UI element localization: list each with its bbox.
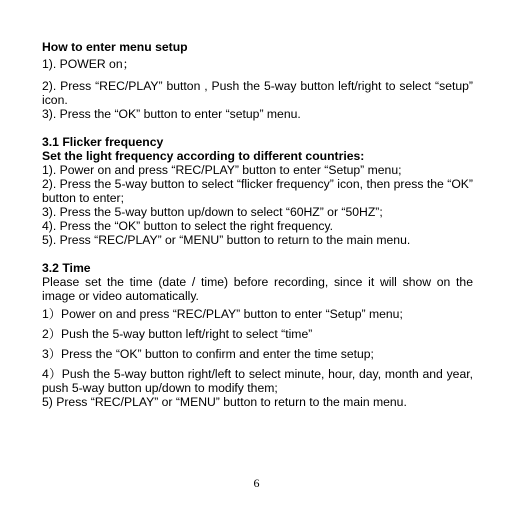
flicker-step-2: 2). Press the 5-way button to select “flicker frequency” icon, then press the “OK” button to enter; — [42, 177, 473, 205]
page-number: 6 — [253, 476, 260, 490]
menu-setup-step-3: 3). Press the “OK” button to enter “setup” menu. — [42, 107, 301, 121]
flicker-step-4: 4). Press the “OK” button to select the right frequency. — [42, 219, 334, 233]
time-heading: 3.2 Time — [42, 261, 91, 275]
time-step-4: 4）Push the 5-way button right/left to select minute, hour, day, month and year, push 5-way button up/down to modify them; — [42, 367, 473, 395]
flicker-step-1: 1). Power on and press “REC/PLAY” button to enter “Setup” menu; — [42, 163, 402, 177]
flicker-step-5: 5). Press “REC/PLAY” or “MENU” button to return to the main menu. — [42, 233, 411, 247]
flicker-step-3: 3). Press the 5-way button up/down to select “60HZ” or “50HZ”; — [42, 205, 383, 219]
flicker-subheading: Set the light frequency according to different countries: — [42, 149, 365, 163]
menu-setup-title: How to enter menu setup — [42, 40, 188, 54]
time-step-1: 1）Power on and press “REC/PLAY” button to enter “Setup” menu; — [42, 307, 403, 321]
menu-setup-step-2: 2). Press “REC/PLAY” button , Push the 5-way button left/right to select “setup” icon. — [42, 79, 473, 107]
menu-setup-step-1: 1). POWER on； — [42, 57, 135, 71]
time-step-3: 3）Press the “OK” button to confirm and enter the time setup; — [42, 347, 374, 361]
flicker-heading: 3.1 Flicker frequency — [42, 135, 164, 149]
time-step-2: 2）Push the 5-way button left/right to select “time” — [42, 327, 313, 341]
time-intro: Please set the time (date / time) before recording, since it will show on the image or video automatically. — [42, 275, 473, 303]
manual-page — [42, 40, 473, 409]
time-step-5: 5) Press “REC/PLAY” or “MENU” button to return to the main menu. — [42, 395, 407, 409]
